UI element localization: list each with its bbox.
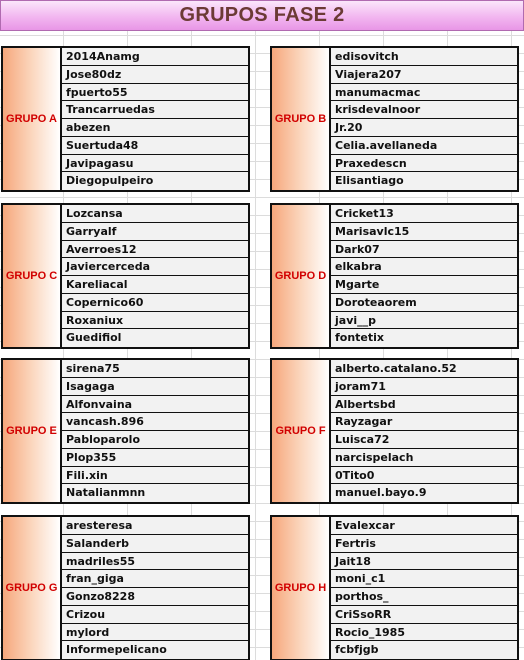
member-cell[interactable]: joram71 <box>331 378 517 396</box>
member-cell[interactable]: sirena75 <box>62 360 248 378</box>
member-cell[interactable]: porthos_ <box>331 588 517 606</box>
group-label-text: GRUPO C <box>5 270 58 282</box>
member-cell[interactable]: fpuerto55 <box>62 84 248 102</box>
member-cell[interactable]: Viajera207 <box>331 66 517 84</box>
member-cell[interactable]: moni_c1 <box>331 570 517 588</box>
member-cell[interactable]: manumacmac <box>331 84 517 102</box>
group-g <box>1 515 250 660</box>
member-cell[interactable]: Crizou <box>62 606 248 624</box>
member-cell[interactable]: Celia.avellaneda <box>331 137 517 155</box>
member-cell[interactable]: Guedifiol <box>62 329 248 347</box>
member-cell[interactable]: Praxedescn <box>331 155 517 173</box>
member-list <box>331 517 517 659</box>
member-cell[interactable]: Cricket13 <box>331 205 517 223</box>
member-cell[interactable]: Jr.20 <box>331 119 517 137</box>
group-b <box>270 46 519 192</box>
member-cell[interactable]: Doroteaorem <box>331 294 517 312</box>
member-cell[interactable]: mylord <box>62 624 248 642</box>
group-label <box>272 48 331 190</box>
member-cell[interactable]: Jait18 <box>331 553 517 571</box>
page-title: GRUPOS FASE 2 <box>179 4 345 26</box>
member-cell[interactable]: Evalexcar <box>331 517 517 535</box>
member-list <box>331 48 517 190</box>
group-d <box>270 203 519 349</box>
member-list <box>62 517 248 659</box>
group-label-text: GRUPO A <box>6 113 57 125</box>
member-cell[interactable]: 2014Anamg <box>62 48 248 66</box>
group-label <box>3 360 62 502</box>
group-c <box>1 203 250 349</box>
member-cell[interactable]: edisovitch <box>331 48 517 66</box>
member-cell[interactable]: vancash.896 <box>62 413 248 431</box>
member-cell[interactable]: Lozcansa <box>62 205 248 223</box>
member-cell[interactable]: Fili.xin <box>62 467 248 485</box>
member-list <box>331 360 517 502</box>
group-h <box>270 515 519 660</box>
member-list <box>62 360 248 502</box>
member-cell[interactable]: elkabra <box>331 258 517 276</box>
member-cell[interactable]: Copernico60 <box>62 294 248 312</box>
group-label-text: GRUPO F <box>275 425 326 437</box>
group-e <box>1 358 250 504</box>
member-cell[interactable]: Rocio_1985 <box>331 624 517 642</box>
member-cell[interactable]: Averroes12 <box>62 241 248 259</box>
group-label-text: GRUPO H <box>274 582 327 594</box>
member-cell[interactable]: Gonzo8228 <box>62 588 248 606</box>
member-cell[interactable]: Garryalf <box>62 223 248 241</box>
member-cell[interactable]: narcispelach <box>331 449 517 467</box>
group-label-text: GRUPO B <box>274 113 327 125</box>
member-cell[interactable]: Isagaga <box>62 378 248 396</box>
group-label <box>272 360 331 502</box>
member-cell[interactable]: Natalianmnn <box>62 484 248 502</box>
group-label-text: GRUPO E <box>6 425 57 437</box>
member-cell[interactable]: Dark07 <box>331 241 517 259</box>
member-cell[interactable]: Albertsbd <box>331 396 517 414</box>
member-cell[interactable]: Luisca72 <box>331 431 517 449</box>
member-cell[interactable]: Roxaniux <box>62 312 248 330</box>
member-cell[interactable]: Elisantiago <box>331 172 517 190</box>
group-label <box>272 517 331 659</box>
member-list <box>62 48 248 190</box>
member-cell[interactable]: 0Tito0 <box>331 467 517 485</box>
member-cell[interactable]: Salanderb <box>62 535 248 553</box>
group-label <box>3 205 62 347</box>
member-cell[interactable]: Kareliacal <box>62 276 248 294</box>
group-label-text: GRUPO D <box>274 270 327 282</box>
member-cell[interactable]: fcbfjgb <box>331 641 517 659</box>
member-cell[interactable]: Javipagasu <box>62 155 248 173</box>
member-cell[interactable]: Jose80dz <box>62 66 248 84</box>
member-cell[interactable]: Suertuda48 <box>62 137 248 155</box>
member-cell[interactable]: Rayzagar <box>331 413 517 431</box>
group-label <box>3 517 62 659</box>
member-cell[interactable]: Diegopulpeiro <box>62 172 248 190</box>
member-cell[interactable]: Mgarte <box>331 276 517 294</box>
member-cell[interactable]: Plop355 <box>62 449 248 467</box>
member-cell[interactable]: Alfonvaina <box>62 396 248 414</box>
member-cell[interactable]: Marisavlc15 <box>331 223 517 241</box>
member-cell[interactable]: Trancarruedas <box>62 101 248 119</box>
title-bar <box>0 0 524 31</box>
member-cell[interactable]: Informepelicano <box>62 641 248 659</box>
group-a <box>1 46 250 192</box>
member-cell[interactable]: manuel.bayo.9 <box>331 484 517 502</box>
group-f <box>270 358 519 504</box>
member-cell[interactable]: fran_giga <box>62 570 248 588</box>
member-list <box>331 205 517 347</box>
member-cell[interactable]: madriles55 <box>62 553 248 571</box>
member-cell[interactable]: krisdevalnoor <box>331 101 517 119</box>
member-cell[interactable]: alberto.catalano.52 <box>331 360 517 378</box>
member-cell[interactable]: aresteresa <box>62 517 248 535</box>
group-label-text: GRUPO G <box>5 582 58 594</box>
member-cell[interactable]: abezen <box>62 119 248 137</box>
member-cell[interactable]: javi__p <box>331 312 517 330</box>
member-cell[interactable]: Pabloparolo <box>62 431 248 449</box>
member-cell[interactable]: Fertris <box>331 535 517 553</box>
member-cell[interactable]: fontetix <box>331 329 517 347</box>
group-label <box>3 48 62 190</box>
group-label <box>272 205 331 347</box>
member-cell[interactable]: Javiercerceda <box>62 258 248 276</box>
member-cell[interactable]: CriSsoRR <box>331 606 517 624</box>
member-list <box>62 205 248 347</box>
